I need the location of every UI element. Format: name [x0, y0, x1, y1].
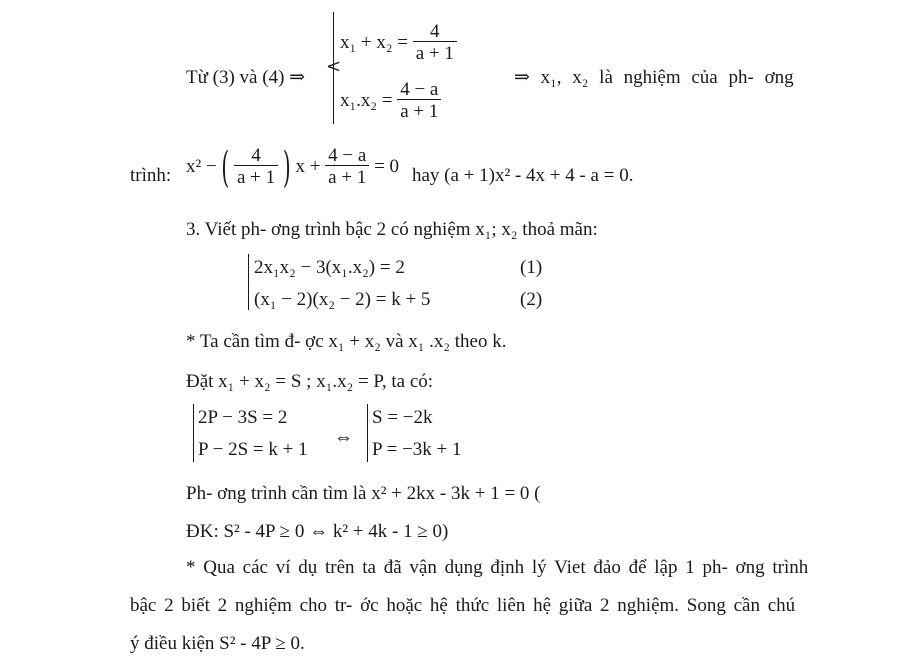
closing-line3: ý điều kiện S² - 4P ≥ 0. — [130, 633, 305, 654]
item3-eq1: 2x₁x₂ − 3(x₁.x₂) = 2 — [254, 257, 405, 278]
system-eq1-frac — [413, 22, 457, 63]
close-paren: ) — [282, 141, 291, 192]
frac1-num: 4 — [251, 145, 261, 166]
item3-eq1-tag: (1) — [520, 257, 543, 278]
frac2-den: a + 1 — [325, 165, 369, 187]
frac1-den: a + 1 — [234, 165, 278, 187]
eq-start: x² − — [186, 156, 217, 177]
eq-end: = 0 — [374, 156, 400, 177]
eq-mid: x + — [295, 156, 321, 177]
set-line: Đặt x₁ + x₂ = S ; x₁.x₂ = P, ta có: — [186, 371, 434, 392]
system-eq2-lhs: x₁.x₂ = — [340, 90, 393, 111]
system2-right1: S = −2k — [372, 407, 433, 428]
intro-text: Từ (3) và (4) ⇒ — [186, 67, 306, 88]
system-eq2-num: 4 − a — [400, 79, 439, 100]
frac2 — [325, 146, 369, 187]
system2-left2: P − 2S = k + 1 — [198, 439, 308, 460]
brace-tip: < — [326, 56, 342, 77]
frac1 — [234, 146, 278, 187]
system-eq2 — [340, 80, 441, 121]
item3-eq2-tag: (2) — [520, 289, 543, 310]
item3-eq2: (x₁ − 2)(x₂ − 2) = k + 5 — [254, 289, 431, 310]
system2-left1: 2P − 3S = 2 — [198, 407, 288, 428]
system-eq1 — [340, 22, 457, 63]
system-eq2-den: a + 1 — [397, 99, 441, 121]
equivalence-arrow: ⇔ — [334, 427, 353, 448]
system2-right2: P = −3k + 1 — [372, 439, 462, 460]
system2-left-brace — [193, 404, 194, 462]
conclusion-text: ⇒ x₁, x₂ là nghiệm của ph- ơng — [514, 67, 794, 88]
system-eq1-lhs: x₁ + x₂ = — [340, 32, 408, 53]
item3-brace — [248, 254, 249, 310]
system-eq1-den: a + 1 — [413, 41, 457, 63]
result-line: Ph- ơng trình cần tìm là x² + 2kx - 3k + 1 = 0 ( — [186, 483, 541, 504]
trinh-label: trình: — [130, 165, 172, 186]
condition-line: ĐK: S² - 4P ≥ 0 ⇔ k² + 4k - 1 ≥ 0) — [186, 521, 449, 542]
closing-line2: bậc 2 biết 2 nghiệm cho tr- ớc hoặc hệ thức liên hệ giữa 2 nghiệm. Song cần chú — [130, 595, 796, 616]
note-find: * Ta cần tìm đ- ợc x₁ + x₂ và x₁ .x₂ theo k. — [186, 331, 507, 352]
hay-text: hay (a + 1)x² - 4x + 4 - a = 0. — [412, 165, 634, 186]
equation-line2 — [186, 141, 400, 192]
system-eq1-num: 4 — [430, 21, 440, 42]
closing-line1: * Qua các ví dụ trên ta đã vận dụng định lý Viet đảo để lập 1 ph- ơng trình — [186, 557, 809, 578]
open-paren: ( — [221, 141, 230, 192]
item3-heading: 3. Viết ph- ơng trình bậc 2 có nghiệm x₁; x₂ thoả mãn: — [186, 219, 598, 240]
frac2-num: 4 − a — [328, 145, 367, 166]
system2-right-brace — [367, 404, 368, 462]
system-eq2-frac — [397, 80, 441, 121]
